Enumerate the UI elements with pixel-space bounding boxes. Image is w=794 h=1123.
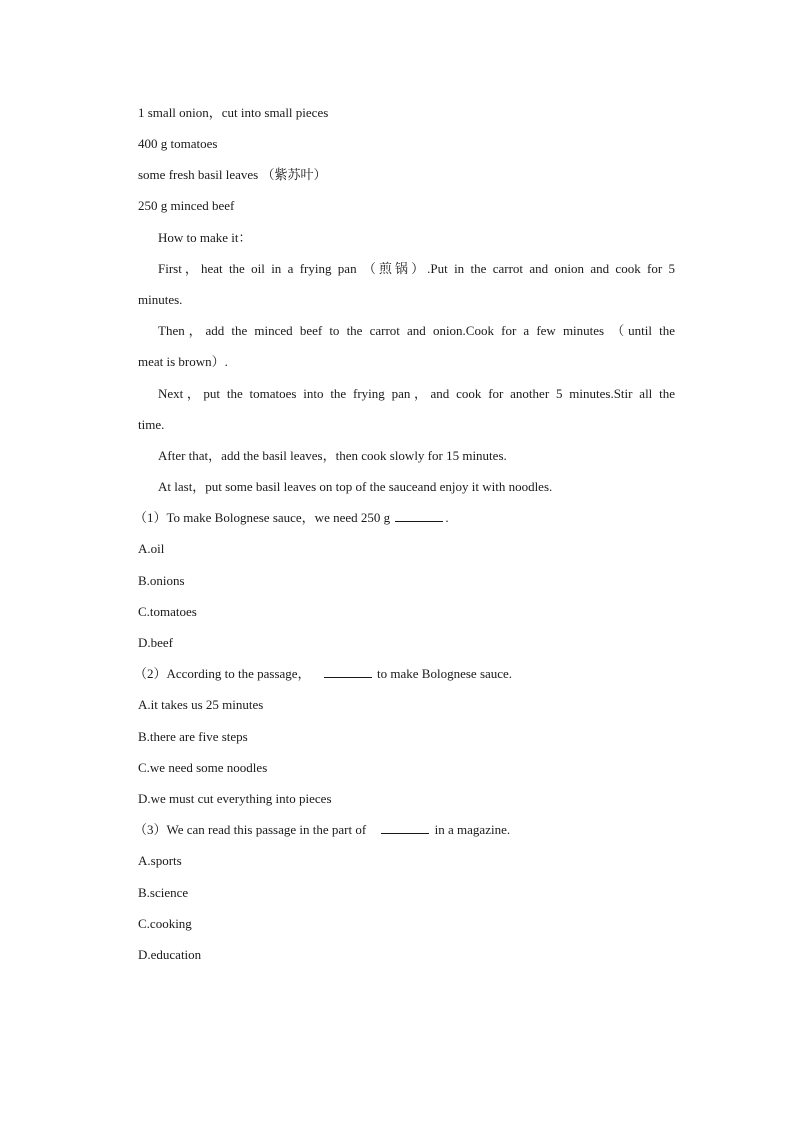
question-2-option-b[interactable]: B.there are five steps [138, 729, 248, 744]
question-3-option-c[interactable]: C.cooking [138, 916, 192, 931]
step3-line2: time. [138, 417, 165, 432]
question-1 [134, 510, 449, 526]
step1-line1: First，heat the oil in a frying pan （煎锅）.Put in the carrot and onion and cook for 5 [158, 261, 675, 276]
question-1-option-d[interactable]: D.beef [138, 635, 174, 650]
ingredient-onion: 1 small onion，cut into small pieces [138, 105, 329, 120]
ingredient-beef: 250 g minced beef [138, 198, 235, 213]
ingredient-basil: some fresh basil leaves （紫苏叶） [138, 167, 327, 182]
question-2-option-a[interactable]: A.it takes us 25 minutes [138, 697, 264, 712]
question-2-suffix: to make Bolognese sauce. [377, 666, 513, 681]
question-1-suffix: . [445, 510, 449, 525]
question-1-option-c[interactable]: C.tomatoes [138, 604, 197, 619]
question-2-option-d[interactable]: D.we must cut everything into pieces [138, 791, 332, 806]
question-2-prefix: （2）According to the passage， [134, 666, 311, 681]
question-3-option-d[interactable]: D.education [138, 947, 202, 962]
question-1-blank[interactable] [395, 510, 443, 522]
question-3-suffix: in a magazine. [434, 822, 511, 837]
step2-line2: meat is brown）. [138, 354, 228, 369]
method-heading: How to make it： [158, 230, 252, 245]
question-2 [134, 666, 512, 682]
step4: After that，add the basil leaves，then cook slowly for 15 minutes. [158, 448, 507, 463]
question-2-option-c[interactable]: C.we need some noodles [138, 760, 268, 775]
step1-line2: minutes. [138, 292, 183, 307]
question-1-option-b[interactable]: B.onions [138, 573, 185, 588]
step3-line1: Next，put the tomatoes into the frying pan，and cook for another 5 minutes.Stir all the [158, 386, 675, 401]
ingredient-tomatoes: 400 g tomatoes [138, 136, 218, 151]
question-2-blank[interactable] [324, 666, 372, 678]
question-1-option-a[interactable]: A.oil [138, 541, 165, 556]
question-3-prefix: （3）We can read this passage in the part of [134, 822, 367, 837]
question-3-option-b[interactable]: B.science [138, 885, 189, 900]
step2-line1: Then，add the minced beef to the carrot and onion.Cook for a few minutes （until the [158, 323, 675, 338]
step5: At last，put some basil leaves on top of the sauceand enjoy it with noodles. [158, 479, 553, 494]
question-3 [134, 822, 510, 838]
question-3-option-a[interactable]: A.sports [138, 853, 182, 868]
question-1-prefix: （1）To make Bolognese sauce，we need 250 g [134, 510, 391, 525]
question-3-blank[interactable] [381, 822, 429, 834]
